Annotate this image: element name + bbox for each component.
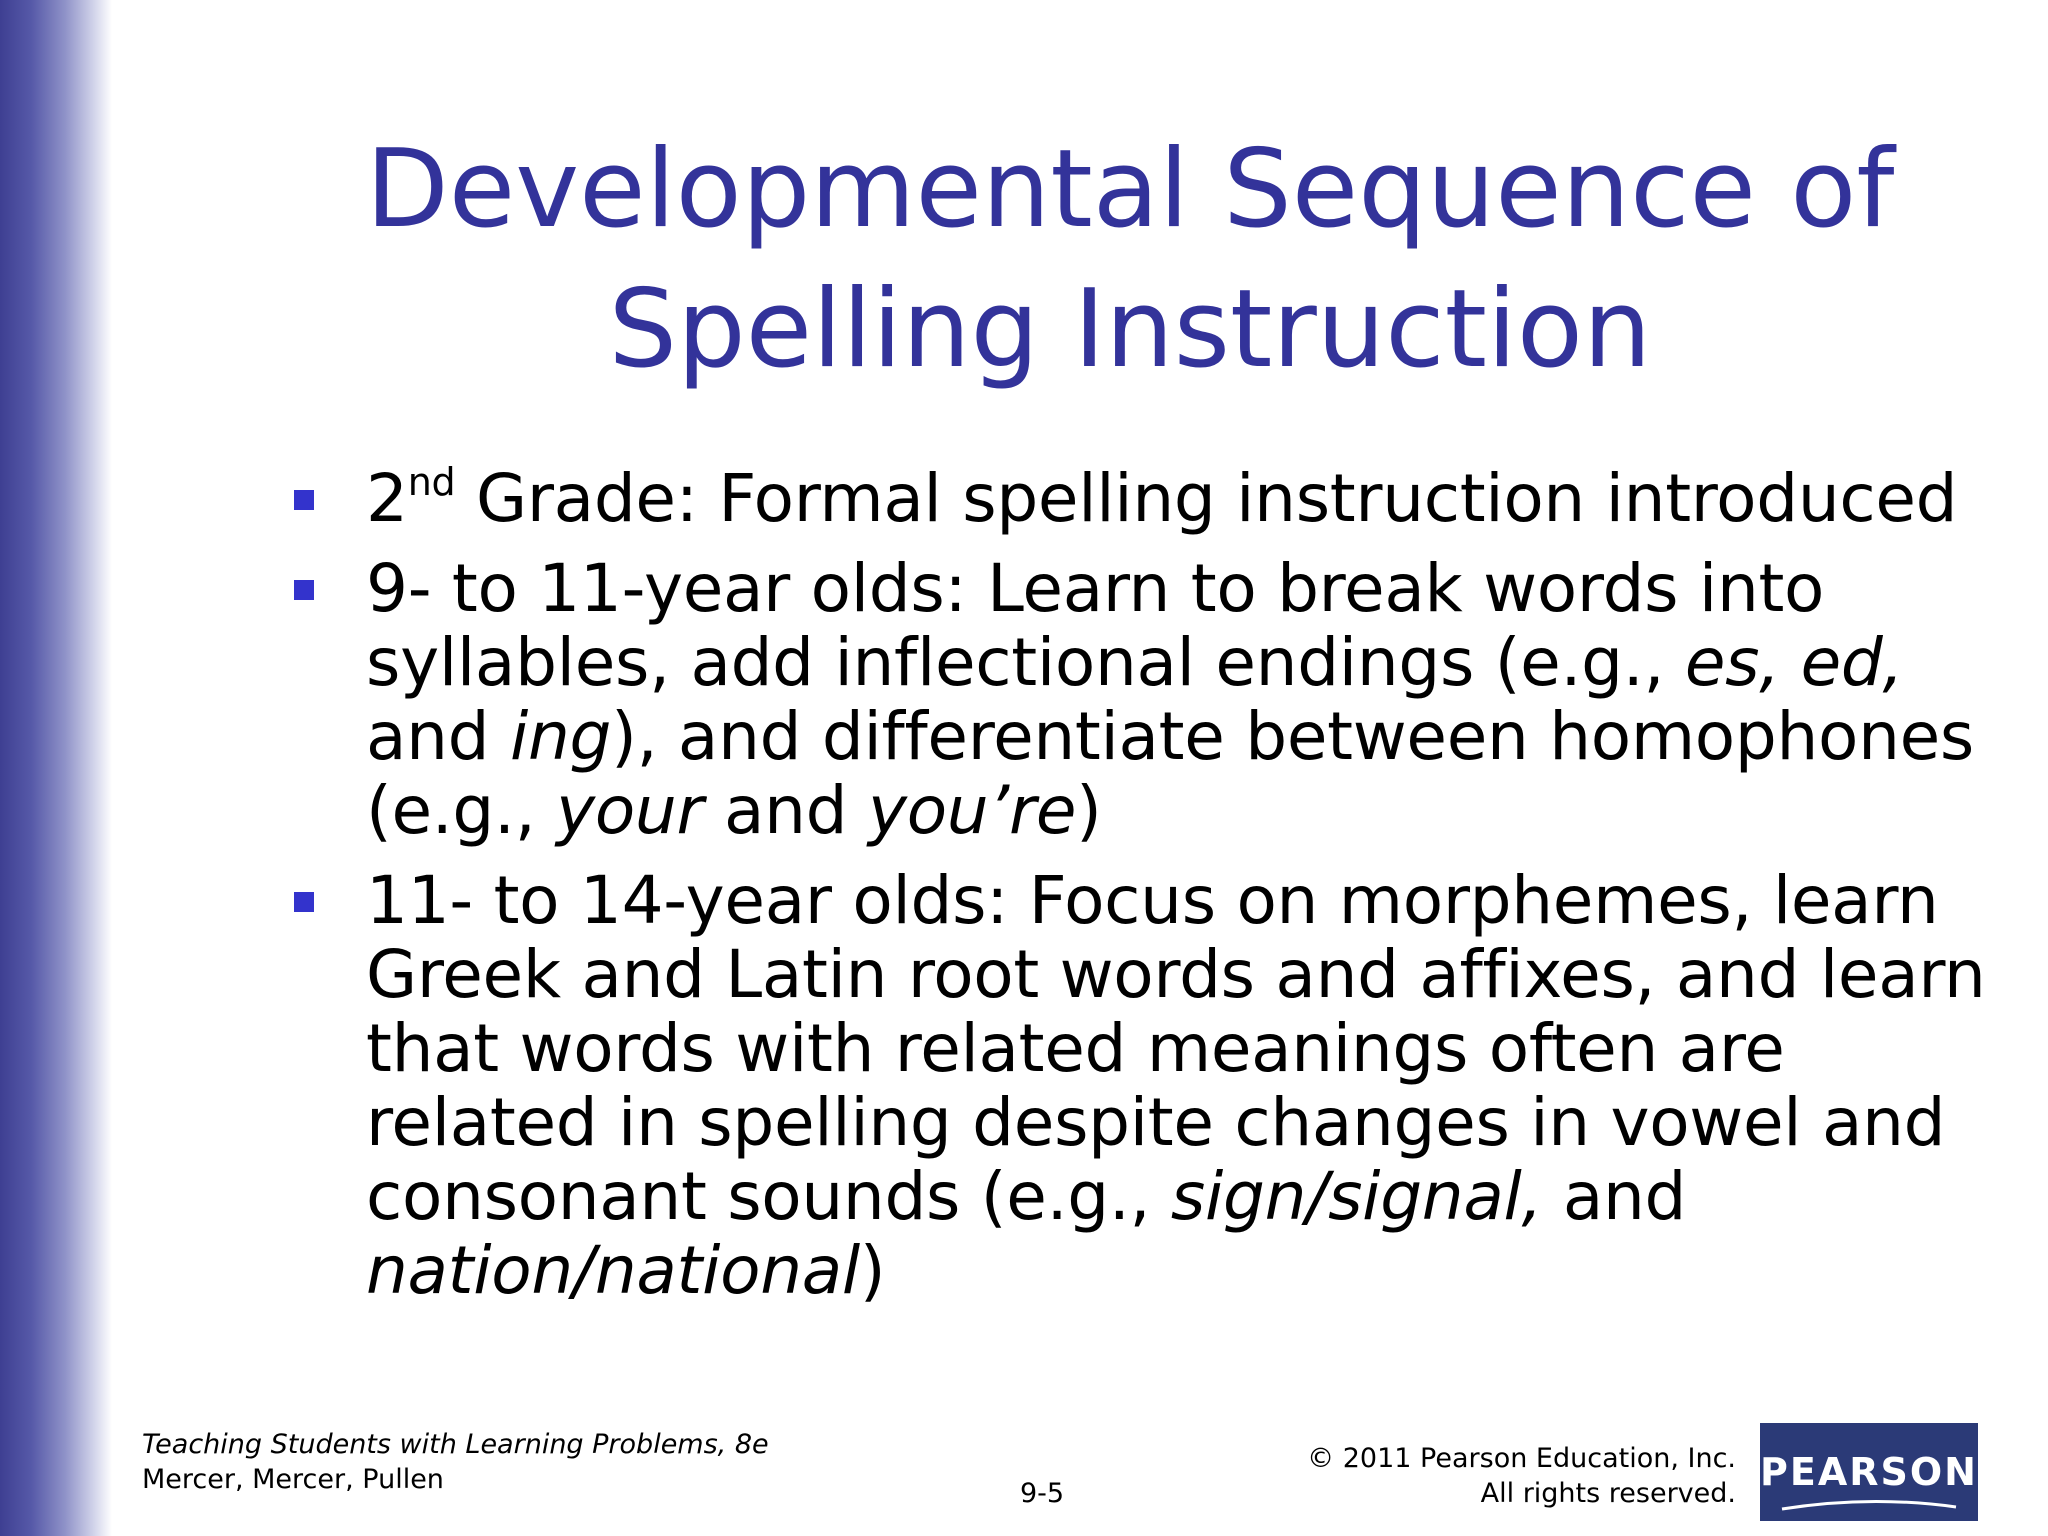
bullet-item [290, 552, 2010, 848]
bullet-text-segment: Grade: Formal spelling instruction introduced [455, 460, 1958, 537]
copyright-line-1: © 2011 Pearson Education, Inc. [1307, 1443, 1736, 1474]
slide-title [300, 120, 1960, 400]
footer-book-info [142, 1427, 769, 1497]
bullet-text-segment: you’re [867, 772, 1077, 849]
bullet-text-segment: nd [407, 460, 456, 504]
bullet-item [290, 864, 2010, 1308]
bullet-text-segment: 2 [366, 460, 408, 537]
bullet-text-segment: nation/national [366, 1232, 860, 1309]
bullet-text-segment: 9- to 11-year olds: Learn to break words into syllables, add inflectional endings (e.g., [366, 550, 1825, 701]
bullet-text-segment: and [1542, 1158, 1687, 1235]
square-bullet-icon [294, 580, 314, 600]
title-line-2: Spelling Instruction [608, 267, 1652, 392]
square-bullet-icon [294, 490, 314, 510]
square-bullet-icon [294, 892, 314, 912]
bullet-list [290, 462, 2010, 1324]
copyright-line-2: All rights reserved. [1480, 1478, 1736, 1509]
bullet-text-segment: and [366, 698, 510, 775]
book-title: Teaching Students with Learning Problems, 8e [142, 1429, 769, 1460]
bullet-text-segment: 11- to 14-year olds: Focus on morphemes, learn Greek and Latin root words and affixes, and learn that words with related meanings often are related in spelling despite changes in vowel and consonant sounds (e.g., [366, 862, 1986, 1235]
bullet-text-segment: ) [859, 1232, 886, 1309]
bullet-text-segment: ) [1076, 772, 1102, 849]
logo-text: PEARSON [1760, 1450, 1978, 1494]
bullet-text-segment: and [703, 772, 868, 849]
bullet-item [290, 462, 2010, 536]
bullet-text-segment: ing [509, 698, 612, 775]
copyright-notice [1307, 1441, 1736, 1511]
bullet-text-segment: ), and differentiate between homophones (e.g., [366, 698, 1975, 849]
bullet-text-segment: sign/signal, [1170, 1158, 1543, 1235]
bullet-text-segment: your [556, 772, 704, 849]
title-line-1: Developmental Sequence of [365, 127, 1895, 252]
bullet-text-segment: es, ed, [1684, 624, 1904, 701]
logo-swoosh-icon [1780, 1497, 1958, 1513]
page-number: 9-5 [1019, 1478, 1065, 1509]
pearson-logo [1760, 1423, 1978, 1521]
book-authors: Mercer, Mercer, Pullen [142, 1464, 444, 1495]
side-gradient-bar [0, 0, 112, 1536]
